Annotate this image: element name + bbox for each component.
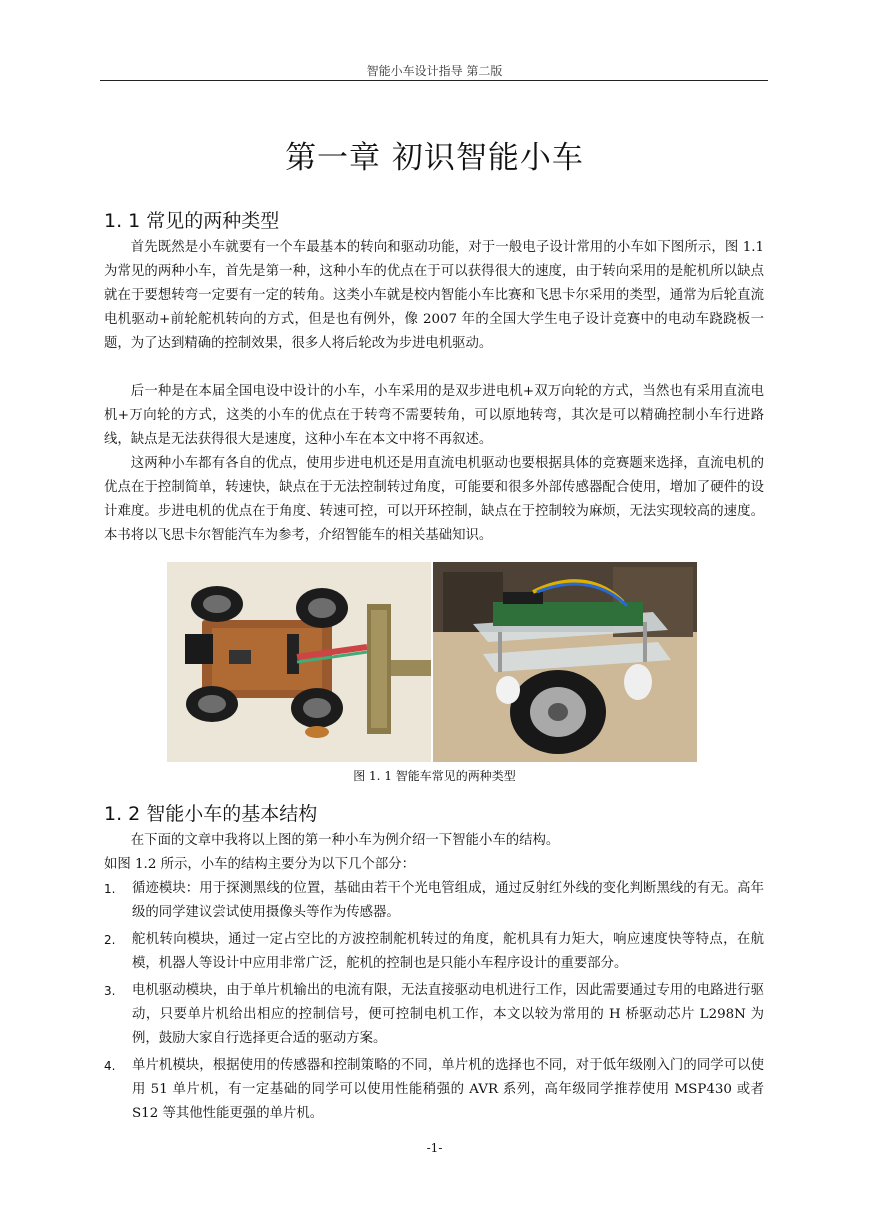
list-number: 3. [104, 984, 116, 998]
list-item-text: 单片机模块，根据使用的传感器和控制策略的不同，单片机的选择也不同，对于低年级刚入门的同学可以使用 51 单片机，有一定基础的同学可以使用性能稍强的 AVR 系列，高年级同学推荐使用 MSP430 或者 S12 等其他性能更强的单片机。 [132, 1058, 764, 1121]
header-divider [100, 80, 768, 81]
list-number: 1. [104, 882, 116, 896]
section2-lead: 如图 1.2 所示，小车的结构主要分为以下几个部分： [104, 857, 416, 872]
list-item-text: 舵机转向模块，通过一定占空比的方波控制舵机转过的角度，舵机具有力矩大，响应速度快等特点，在航模，机器人等设计中应用非常广泛，舵机的控制也是只能小车程序设计的重要部分。 [132, 932, 764, 971]
list-item-text: 电机驱动模块，由于单片机输出的电流有限，无法直接驱动电机进行工作，因此需要通过专用的电路进行驱动，只要单片机给出相应的控制信号，便可控制电机工作，本文以较为常用的 H 桥驱动芯片 L298N 为例，鼓励大家自行选择更合适的驱动方案。 [132, 983, 764, 1046]
chapter-title: 第一章 初识智能小车 [285, 140, 584, 176]
photo-differential-car [433, 562, 697, 762]
list-number: 2. [104, 933, 116, 947]
paragraph-2: 后一种是在本届全国电设中设计的小车，小车采用的是双步进电机+双万向轮的方式，当然也有采用直流电机+万向轮的方式，这类的小车的优点在于转弯不需要转角，可以原地转弯，其次是可以精确控制小车行进路线，缺点是无法获得很大是速度，这种小车在本文中将不再叙述。 [104, 384, 764, 447]
list-item [104, 877, 764, 925]
photo-steering-car [167, 562, 431, 762]
section2-intro: 在下面的文章中我将以上图的第一种小车为例介绍一下智能小车的结构。 [130, 833, 560, 848]
paragraph-1: 首先既然是小车就要有一个车最基本的转向和驱动功能，对于一般电子设计常用的小车如下图所示，图 1.1 为常见的两种小车，首先是第一种，这种小车的优点在于可以获得很大的速度，由于转向采用的是舵机所以缺点就在于要想转弯一定要有一定的转角。这类小车就是校内智能小车比赛和飞思卡尔采用的类型，通常为后轮直流电机驱动+前轮舵机转向的方式，但是也有例外，像 2007 年的全国大学生电子设计竞赛中的电动车跷跷板一题，为了达到精确的控制效果，很多人将后轮改为步进电机驱动。 [104, 240, 764, 351]
running-header: 智能小车设计指导 第二版 [366, 64, 503, 78]
list-item [104, 928, 764, 976]
list-item-text: 循迹模块：用于探测黑线的位置，基础由若干个光电管组成，通过反射红外线的变化判断黑线的有无。高年级的同学建议尝试使用摄像头等作为传感器。 [132, 881, 764, 920]
figure-two-car-types [167, 562, 697, 762]
list-item [104, 979, 764, 1051]
list-item [104, 1054, 764, 1126]
list-number: 4. [104, 1059, 116, 1073]
structure-list [104, 877, 764, 1129]
paragraph-3: 这两种小车都有各自的优点，使用步进电机还是用直流电机驱动也要根据具体的竞赛题来选择，直流电机的优点在于控制简单，转速快，缺点在于无法控制转过角度，可能要和很多外部传感器配合使用，增加了硬件的设计难度。步进电机的优点在于角度、转速可控，可以开环控制，缺点在于控制较为麻烦，无法实现较高的速度。本书将以飞思卡尔智能汽车为参考，介绍智能车的相关基础知识。 [104, 456, 764, 543]
section-heading-1-2: 1. 2 智能小车的基本结构 [104, 803, 318, 825]
figure-caption: 图 1. 1 智能车常见的两种类型 [353, 769, 516, 783]
section-heading-1-1: 1. 1 常见的两种类型 [104, 210, 280, 232]
page-number: -1- [426, 1141, 443, 1155]
